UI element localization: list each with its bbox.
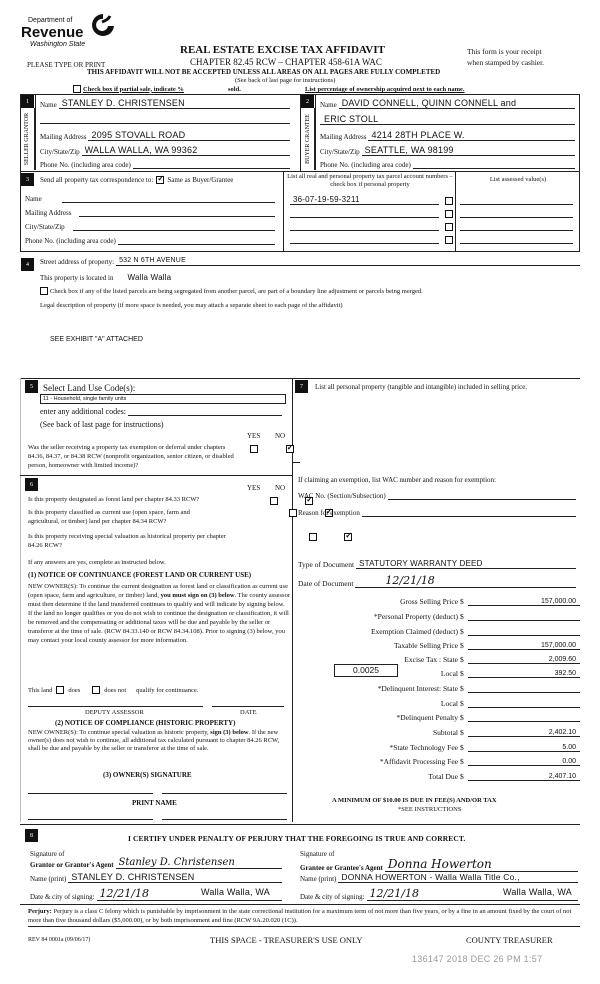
- calc-value-field[interactable]: 157,000.00: [468, 642, 580, 650]
- doc-date-field[interactable]: 12/21/18: [355, 574, 576, 588]
- section-2-number: 2: [301, 95, 314, 108]
- buyer-city-label: City/State/Zip: [320, 148, 360, 156]
- grantor-date: 12/21/18: [99, 887, 149, 900]
- grantee-date-label: Date & city of signing:: [300, 893, 365, 901]
- grantee-name-field[interactable]: DONNA HOWERTON - Walla Walla Title Co.,: [338, 872, 578, 883]
- calc-value-field[interactable]: [468, 635, 580, 636]
- calc-label: Gross Selling Price: [400, 597, 458, 606]
- owner-signature-line-2[interactable]: [162, 793, 287, 794]
- s6-q2: Is this property classified as current use (open space, farm and agricultural, or timber) land per chapter 84.34 RCW?: [28, 509, 190, 525]
- buyer-phone-label: Phone No. (including area code): [320, 161, 411, 169]
- dollar-sign: $: [460, 743, 464, 752]
- county-treasurer: COUNTY TREASURER: [466, 935, 553, 945]
- s3-mailing-label: Mailing Address: [25, 209, 72, 217]
- grantee-name-label: Name (print): [300, 875, 337, 883]
- s5-yes-header: YES: [247, 432, 261, 440]
- perjury-notice: [28, 907, 580, 927]
- dollar-sign: $: [460, 757, 464, 766]
- grantee-signature-field[interactable]: Donna Howerton: [385, 857, 578, 872]
- grantor-name-label: Name (print): [30, 875, 67, 883]
- personal-property-checkbox[interactable]: [445, 223, 453, 231]
- grantor-date-city-field[interactable]: [97, 887, 282, 901]
- calc-row-gross: [300, 594, 580, 606]
- dollar-sign: $: [460, 641, 464, 650]
- doc-date-label: Date of Document: [298, 579, 354, 588]
- calc-row-tech-fee: [300, 740, 580, 752]
- calc-row-total: [300, 769, 580, 781]
- calc-label: Exemption Claimed (deduct): [370, 627, 458, 636]
- grantor-sig-label-2: Grantor or Grantor's Agent: [30, 861, 114, 869]
- s3-city-field[interactable]: [73, 222, 275, 231]
- calc-label: Taxable Selling Price: [393, 641, 458, 650]
- treasurer-space: THIS SPACE - TREASURER'S USE ONLY: [210, 935, 363, 945]
- seller-city-field[interactable]: WALLA WALLA, WA 99362: [82, 145, 290, 156]
- seller-name-label: Name: [40, 101, 57, 109]
- print-name-label: PRINT NAME: [132, 799, 177, 807]
- seller-mailing-field[interactable]: 2095 STOVALL ROAD: [88, 130, 290, 141]
- buyer-name-label: Name: [320, 101, 337, 109]
- assessed-value-field[interactable]: [460, 192, 573, 205]
- grantor-sig-label-1: Signature of: [30, 850, 65, 858]
- calc-row-exemption: [300, 624, 580, 636]
- send-correspondence-row: [40, 176, 233, 184]
- s3-name-field[interactable]: [62, 194, 275, 203]
- s6-q1-yes-checkbox[interactable]: [270, 497, 278, 505]
- calc-value-field[interactable]: 0.00: [468, 758, 580, 766]
- buyer-city-field[interactable]: SEATTLE, WA 98199: [362, 145, 575, 156]
- partial-sale-row: [73, 85, 184, 93]
- reason-field[interactable]: [362, 508, 576, 517]
- seller-mailing-label: Mailing Address: [40, 133, 87, 141]
- calc-row-delinquent-state: [300, 681, 580, 693]
- dollar-sign: $: [460, 655, 464, 664]
- land-use-select[interactable]: 11 - Household, single family units: [40, 394, 286, 404]
- doc-type-label: Type of Document: [298, 560, 355, 569]
- grantor-name-field[interactable]: STANLEY D. CHRISTENSEN: [68, 872, 282, 883]
- calc-label: Local: [440, 669, 458, 678]
- logo-line1: Department of: [28, 17, 73, 24]
- parcel-header: List all real and personal property tax parcel account numbers – check box if personal property: [287, 173, 453, 188]
- calc-row-excise-state: [300, 652, 580, 664]
- grantee-sig-label-1: Signature of: [300, 850, 335, 858]
- if-yes-note: If any answers are yes, complete as instructed below.: [28, 559, 166, 566]
- assessed-value-field[interactable]: [460, 205, 573, 218]
- section-4-number: 4: [21, 258, 34, 271]
- grantor-date-label: Date & city of signing:: [30, 893, 95, 901]
- buyer-name-field[interactable]: DAVID CONNELL, QUINN CONNELL and: [339, 98, 575, 109]
- legal-description-label: Legal description of property (if more space is needed, you may attach a separate sheet to each page of the affidavit): [40, 302, 343, 309]
- does-label: does: [68, 686, 81, 694]
- please-type: PLEASE TYPE OR PRINT: [27, 61, 106, 69]
- calc-row-penalty: [300, 710, 580, 722]
- reason-label: Reason for exemption: [298, 509, 360, 517]
- does-not-checkbox[interactable]: [92, 686, 100, 694]
- dollar-sign: $: [460, 772, 464, 781]
- section-5-number: 5: [25, 380, 38, 393]
- local-rate-field[interactable]: 0.0025: [334, 664, 398, 677]
- calc-label: *Affidavit Processing Fee: [379, 757, 458, 766]
- calc-row-personal: [300, 609, 580, 621]
- s3-city-label: City/State/Zip: [25, 223, 65, 231]
- segregated-checkbox[interactable]: [40, 287, 48, 295]
- street-label: Street address of property:: [40, 258, 115, 266]
- seller-side-label-box: [21, 108, 35, 170]
- continuance-row: [28, 686, 198, 694]
- calc-value-field[interactable]: 2,402.10: [468, 729, 580, 737]
- dor-logo: [18, 12, 118, 54]
- owner-signature-line-1[interactable]: [28, 793, 153, 794]
- calc-row-taxable: [300, 638, 580, 650]
- buyer-side-label-box: [301, 108, 315, 170]
- calc-value-field[interactable]: 2,009.60: [468, 656, 580, 664]
- print-name-line-1[interactable]: [28, 819, 153, 820]
- cashier-stamp: 136147 2018 DEC 26 PM 1:57: [412, 954, 543, 964]
- assessed-value-field[interactable]: [460, 231, 573, 244]
- buyer-name-line2[interactable]: ERIC STOLL: [320, 114, 575, 125]
- logo-line3: Washington State: [30, 41, 86, 48]
- dollar-sign: $: [460, 597, 464, 606]
- grantee-sig-label-2: Grantee or Grantee's Agent: [300, 864, 383, 872]
- s5-instructions: (See back of last page for instructions): [40, 420, 164, 429]
- personal-property-checkbox[interactable]: [445, 197, 453, 205]
- s5-question: Was the seller receiving a property tax exemption or deferral under chapters 84.36, 84.37, or 84.38 RCW (nonprofit organization, senior citizen, or disabled person, homeowner with limited income)?: [28, 444, 234, 469]
- parcel-number-field[interactable]: 36-07-19-59-3211: [290, 195, 439, 205]
- seller-side-label: SELLER GRANTOR: [24, 112, 31, 166]
- dollar-sign: $: [460, 612, 464, 621]
- additional-codes-label: enter any additional codes:: [40, 407, 126, 416]
- minimum-note: A MINIMUM OF $10.00 IS DUE IN FEE(S) AND/OR TAX: [332, 797, 497, 804]
- calc-label: *Delinquent Penalty: [396, 713, 458, 722]
- grantor-city: Walla Walla, WA: [200, 887, 270, 897]
- buyer-mailing-label: Mailing Address: [320, 133, 367, 141]
- calc-value-field[interactable]: 5.00: [468, 744, 580, 752]
- parcel-number-field[interactable]: [290, 222, 439, 231]
- seller-phone-field[interactable]: [133, 160, 290, 169]
- sold-label: sold.: [228, 86, 241, 93]
- wac-label: WAC No. (Section/Subsection): [298, 492, 386, 500]
- s3-phone-field[interactable]: [118, 236, 275, 245]
- calc-row-subtotal: [300, 725, 580, 737]
- send-correspondence-label: Send all property tax correspondence to:: [40, 176, 154, 184]
- exemption-label: If claiming an exemption, list WAC number and reason for exemption:: [298, 476, 496, 484]
- dollar-sign: $: [460, 728, 464, 737]
- section-7-number: 7: [295, 380, 308, 393]
- segregated-row: [40, 287, 423, 295]
- dollar-sign: $: [460, 713, 464, 722]
- s6-no-header: NO: [275, 484, 286, 492]
- assessed-header: List assessed value(s): [489, 176, 547, 183]
- calc-row-processing-fee: [300, 754, 580, 766]
- land-use-label: Select Land Use Code(s):: [43, 383, 136, 393]
- same-as-buyer-checkbox[interactable]: [156, 176, 164, 184]
- calc-value-field[interactable]: [468, 620, 580, 621]
- grantor-signature-field[interactable]: Stanley D. Christensen: [116, 857, 282, 869]
- dollar-sign: $: [460, 669, 464, 678]
- deputy-assessor-line[interactable]: [28, 706, 203, 707]
- calc-value-field[interactable]: 392.50: [468, 670, 580, 678]
- personal-property-label: List all personal property (tangible and intangible) included in selling price.: [315, 383, 528, 391]
- wa-logo-icon: [90, 12, 116, 40]
- s3-mailing-field[interactable]: [79, 208, 275, 217]
- calc-label: Excise Tax : State: [404, 655, 458, 664]
- calc-label: Total Due: [428, 772, 458, 781]
- same-as-buyer-label: Same as Buyer/Grantee: [167, 176, 234, 184]
- s6-q3: Is this property receiving special valuation as historical property per chapter 84.26 RCW?: [28, 533, 226, 549]
- grantee-date: 12/21/18: [369, 887, 419, 900]
- does-not-label: does not: [104, 686, 127, 694]
- notice2-text-a: NEW OWNER(S): To continue special valuation as historic property,: [28, 729, 209, 736]
- calc-label: Subtotal: [432, 728, 458, 737]
- see-instructions: *SEE INSTRUCTIONS: [398, 806, 462, 813]
- s6-q2-yes-checkbox[interactable]: [289, 509, 297, 517]
- buyer-mailing-field[interactable]: 4214 28TH PLACE W.: [368, 130, 575, 141]
- perjury-text: Perjury is a class C felony which is punishable by imprisonment in the state correctional institution for a maximum term of not more than five years, or by a fine in an amount fixed by the court of not more than five thousand dollars ($5,000.00), or by both imprisonment and fine (RCW 9A.20.020 (1C)).: [28, 908, 572, 924]
- parcel-row: [288, 192, 453, 205]
- parcel-row: [288, 218, 453, 231]
- s6-q3-no-checkbox[interactable]: [344, 533, 352, 541]
- notice1-text-a: NEW OWNER(S): To continue the current designation as forest land or classification as current use (open space, farm and agriculture, or timber) land,: [28, 583, 288, 599]
- calc-value-field[interactable]: [468, 721, 580, 722]
- calc-label: Local: [440, 699, 458, 708]
- assessed-value-field[interactable]: [460, 218, 573, 231]
- s6-q3-yes-checkbox[interactable]: [309, 533, 317, 541]
- receipt-note-2: when stamped by cashier.: [467, 58, 545, 67]
- parcel-number-field[interactable]: [290, 209, 439, 218]
- receipt-note-1: This form is your receipt: [467, 47, 542, 56]
- calc-label: *State Technology Fee: [389, 743, 458, 752]
- s3-name-label: Name: [25, 195, 42, 203]
- instructions-note: (See back of last page for instructions): [235, 77, 336, 84]
- calc-value-field[interactable]: 157,000.00: [468, 598, 580, 606]
- s5-yes-checkbox[interactable]: [250, 445, 258, 453]
- form-id: REV 84 0001a (09/06/17): [28, 937, 91, 943]
- parcel-row: [288, 205, 453, 218]
- buyer-side-label: BUYER GRANTEE: [304, 114, 311, 164]
- section-1-number: 1: [21, 95, 34, 108]
- this-land-label: This land: [28, 686, 53, 694]
- parcel-list: [288, 192, 453, 244]
- s6-yes-header: YES: [247, 484, 261, 492]
- located-field[interactable]: Walla Walla: [127, 273, 172, 282]
- personal-property-checkbox[interactable]: [445, 210, 453, 218]
- logo-line2: Revenue: [21, 24, 84, 41]
- partial-sale-checkbox[interactable]: [73, 85, 81, 93]
- s3-phone-label: Phone No. (including area code): [25, 237, 116, 245]
- calc-label: *Personal Property (deduct): [373, 612, 458, 621]
- notice2-bold: sign (3) below: [210, 729, 249, 736]
- grantee-city: Walla Walla, WA: [502, 887, 572, 897]
- legal-description-value[interactable]: SEE EXHIBIT "A" ATTACHED: [50, 336, 143, 343]
- street-field[interactable]: 532 N 6TH AVENUE: [116, 257, 580, 266]
- notice2-body: [28, 729, 290, 753]
- seller-name-line2[interactable]: [40, 123, 290, 124]
- deputy-date-label: DATE: [240, 709, 257, 716]
- s6-q1: Is this property designated as forest land per chapter 84.33 RCW?: [28, 496, 200, 503]
- form-title: REAL ESTATE EXCISE TAX AFFIDAVIT: [180, 44, 385, 56]
- notice2-title: (2) NOTICE OF COMPLIANCE (HISTORIC PROPERTY): [55, 719, 236, 727]
- dollar-sign: $: [460, 684, 464, 693]
- personal-property-checkbox[interactable]: [445, 236, 453, 244]
- form-subtitle: CHAPTER 82.45 RCW – CHAPTER 458-61A WAC: [190, 57, 382, 67]
- dollar-sign: $: [460, 627, 464, 636]
- certify-text: I CERTIFY UNDER PENALTY OF PERJURY THAT THE FOREGOING IS TRUE AND CORRECT.: [128, 834, 466, 843]
- located-label: This property is located in: [40, 274, 114, 282]
- deputy-date-line[interactable]: [212, 706, 284, 707]
- s5-no-checkbox[interactable]: [286, 445, 294, 453]
- notice1-bold: you must sign on (3) below: [160, 592, 235, 599]
- calc-value-field[interactable]: [468, 692, 580, 693]
- calc-row-delinquent-local: [300, 696, 580, 708]
- section-6-number: 6: [25, 478, 38, 491]
- qualify-label: qualify for continuance.: [136, 686, 199, 694]
- does-checkbox[interactable]: [56, 686, 64, 694]
- notice2-text-b: . If the new owner(s) does not wish to continue, all additional tax calculated pursuant to chapter 84.26 RCW, shall be due and payable by the seller or transferor at the time of sale.: [28, 729, 280, 752]
- s5-no-header: NO: [275, 432, 286, 440]
- wac-field[interactable]: [388, 491, 576, 500]
- warning-text: THIS AFFIDAVIT WILL NOT BE ACCEPTED UNLESS ALL AREAS ON ALL PAGES ARE FULLY COMPLETED: [87, 68, 441, 76]
- additional-codes-field[interactable]: [128, 407, 282, 416]
- doc-type-field[interactable]: STATUTORY WARRANTY DEED: [356, 559, 576, 569]
- segregated-label: Check box if any of the listed parcels are being segregated from another parcel, are part of a boundary line adjustment or parcels being merged.: [50, 287, 423, 295]
- notice1-body: [28, 582, 290, 645]
- parcel-row: [288, 231, 453, 244]
- dollar-sign: $: [460, 699, 464, 708]
- owner-signature-label: (3) OWNER(S) SIGNATURE: [103, 771, 192, 779]
- calc-value-field[interactable]: [468, 707, 580, 708]
- ownership-note: List percentage of ownership acquired next to each name.: [305, 86, 465, 93]
- seller-phone-label: Phone No. (including area code): [40, 161, 131, 169]
- perjury-bold: Perjury:: [28, 908, 52, 915]
- section-3-number: 3: [21, 173, 34, 186]
- grantee-date-city-field[interactable]: [367, 887, 578, 901]
- print-name-line-2[interactable]: [162, 819, 287, 820]
- parcel-number-field[interactable]: [290, 235, 439, 244]
- section-8-number: 8: [25, 829, 38, 842]
- deputy-assessor-label: DEPUTY ASSESSOR: [85, 709, 144, 716]
- seller-city-label: City/State/Zip: [40, 148, 80, 156]
- buyer-phone-field[interactable]: [413, 160, 575, 169]
- seller-name-field[interactable]: STANLEY D. CHRISTENSEN: [59, 98, 290, 109]
- notice1-text-b: . The county assessor must then determine if the land transferred continues to qualify and will indicate by signing below. If the land no longer qualifies or you do not wish to continue the designation or classification, it will be removed and the compensating or additional taxes will be due and payable by the seller or transferor at the time of sale. (RCW 84.33.140 or RCW 84.34.108). Prior to signing (3) below, you may contact your local county assessor for more information.: [28, 592, 290, 644]
- assessed-list: [460, 192, 573, 244]
- calc-value-field[interactable]: 2,407.10: [468, 773, 580, 781]
- partial-sale-label: Check box if partial sale, indicate %: [83, 85, 184, 93]
- calc-label: *Delinquent Interest: State: [377, 684, 458, 693]
- notice1-title: (1) NOTICE OF CONTINUANCE (FOREST LAND OR CURRENT USE): [28, 571, 252, 579]
